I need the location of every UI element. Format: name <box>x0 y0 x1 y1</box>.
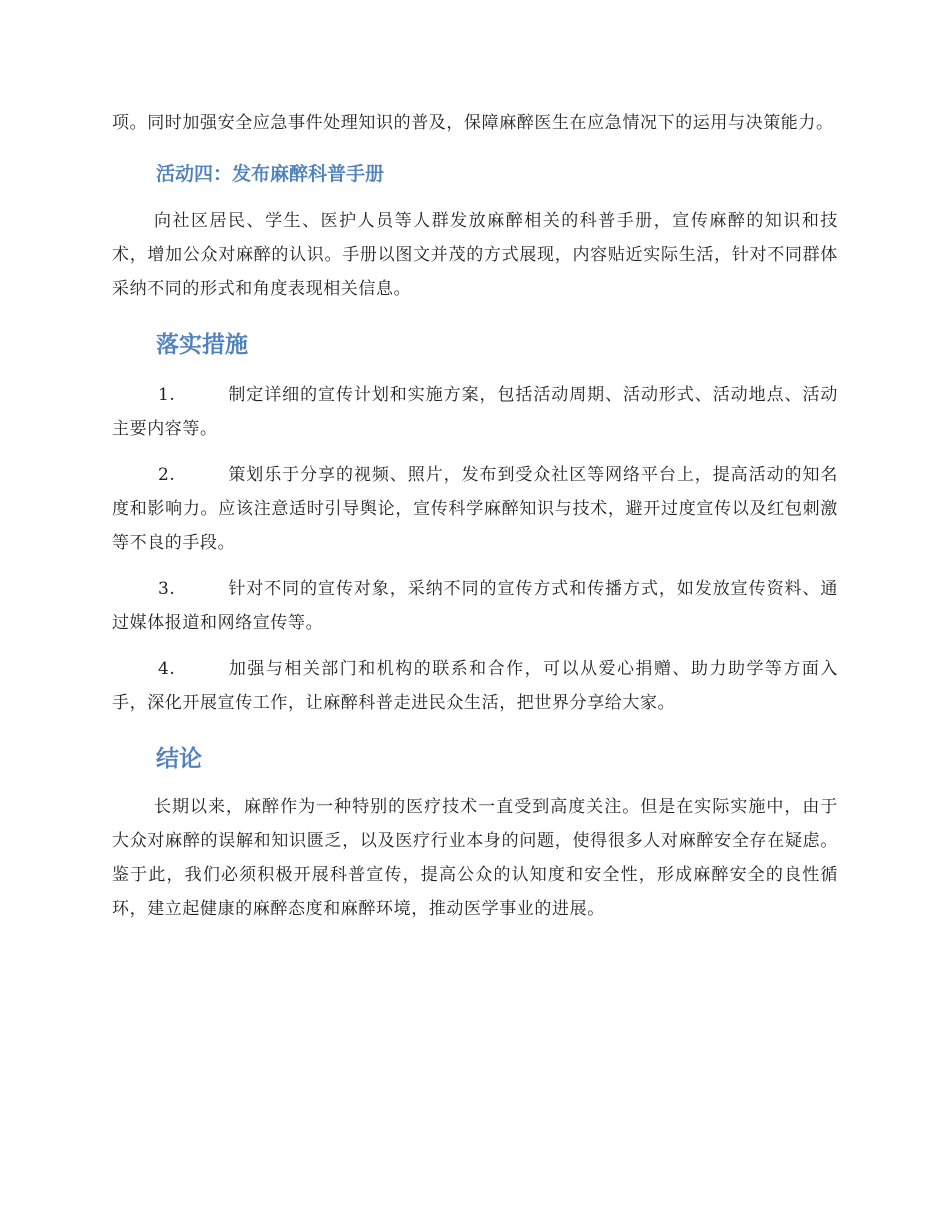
measures-list-item <box>112 652 838 720</box>
measures-list-item <box>112 458 838 560</box>
conclusion-heading: 结论 <box>156 746 202 772</box>
conclusion-paragraph: 长期以来，麻醉作为一种特别的医疗技术一直受到高度关注。但是在实际实施中，由于大众对麻醉的误解和知识匮乏，以及医疗行业本身的问题，使得很多人对麻醉安全存在疑虑。鉴于此，我们必须积极开展科普宣传，提高公众的认知度和安全性，形成麻醉安全的良性循环，建立起健康的麻醉态度和麻醉环境，推动医学事业的进展。 <box>112 797 838 919</box>
intro-paragraph: 项。同时加强安全应急事件处理知识的普及，保障麻醉医生在应急情况下的运用与决策能力。 <box>112 113 834 133</box>
list-item-text: 策划乐于分享的视频、照片，发布到受众社区等网络平台上，提高活动的知名度和影响力。应该注意适时引导舆论，宣传科学麻醉知识与技术，避开过度宣传以及红包刺激等不良的手段。 <box>112 465 838 553</box>
list-item-text: 加强与相关部门和机构的联系和合作，可以从爱心捐赠、助力助学等方面入手，深化开展宣传工作，让麻醉科普走进民众生活，把世界分享给大家。 <box>112 659 838 713</box>
measures-list-item <box>112 572 838 640</box>
list-item-text: 针对不同的宣传对象，采纳不同的宣传方式和传播方式，如发放宣传资料、通过媒体报道和网络宣传等。 <box>112 579 838 633</box>
activity4-paragraph: 向社区居民、学生、医护人员等人群发放麻醉相关的科普手册，宣传麻醉的知识和技术，增加公众对麻醉的认识。手册以图文并茂的方式展现，内容贴近实际生活，针对不同群体采纳不同的形式和角度表现相关信息。 <box>112 211 838 299</box>
list-item-text: 制定详细的宣传计划和实施方案，包括活动周期、活动形式、活动地点、活动主要内容等。 <box>112 385 838 439</box>
list-item-number: 4. <box>158 659 176 679</box>
activity4-heading: 活动四：发布麻醉科普手册 <box>156 163 385 185</box>
list-item-number: 3. <box>158 579 176 599</box>
list-item-number: 1. <box>158 385 176 405</box>
list-item-number: 2. <box>158 465 176 485</box>
measures-heading: 落实措施 <box>156 332 248 358</box>
measures-list-item <box>112 378 838 446</box>
